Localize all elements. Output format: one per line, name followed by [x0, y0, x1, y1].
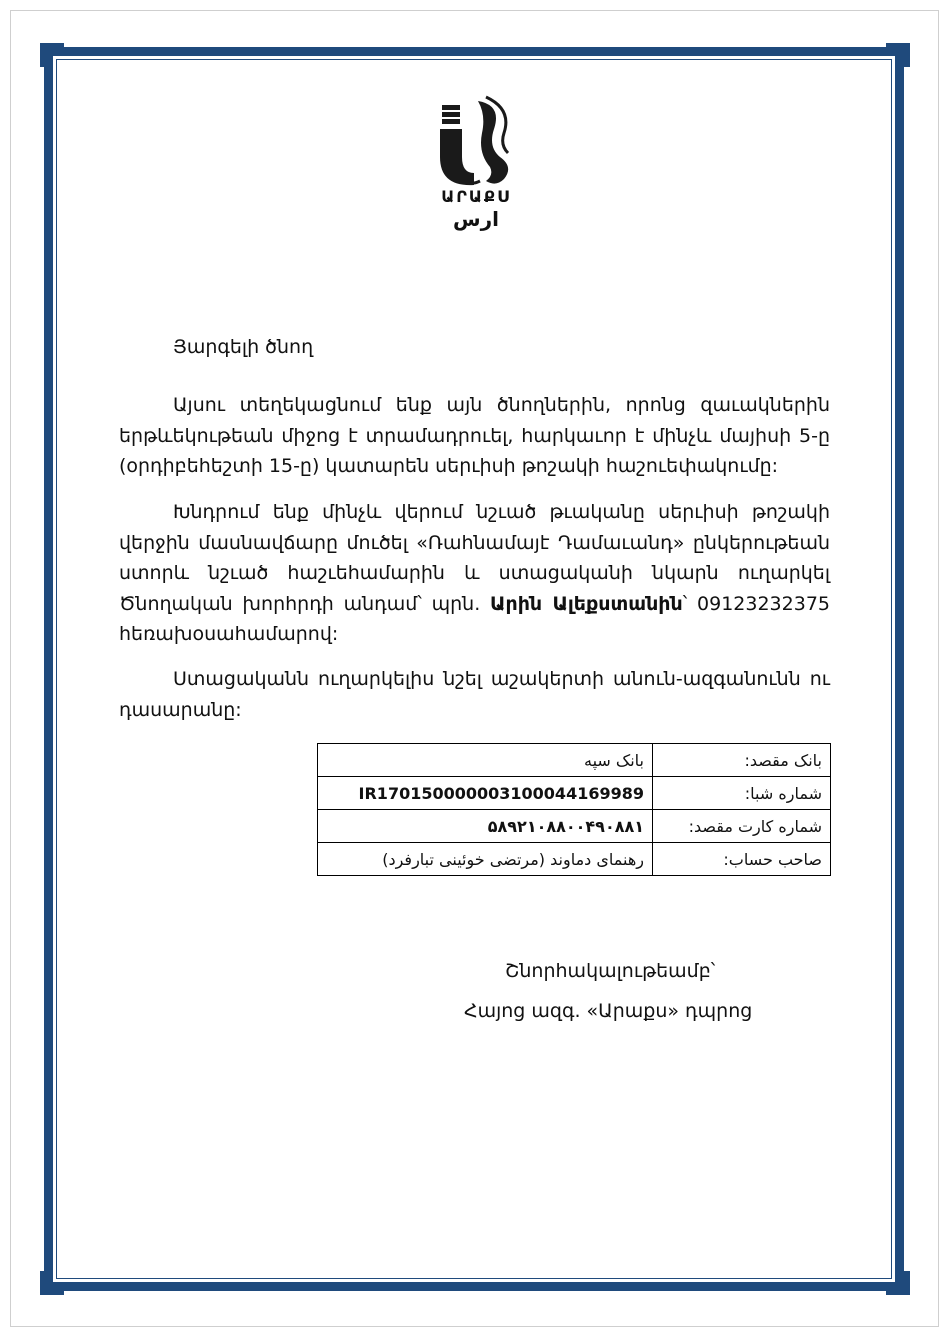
paragraph-1: Այսու տեղեկացնում ենք այն ծնողներին, որոնց զաւակներին երթևեկութեան միջոց է տրամադրուել, հարկաւոր է մինչև մայիսի 5-ը (օրդիբեհեշտի 15-ը) կատարեն սերւիսի թոշակի հաշուեփակումը:	[119, 394, 830, 477]
closing-thanks: Շնորհակալութեամբ՝	[505, 960, 716, 982]
frame-corner-top-right	[886, 43, 910, 67]
table-key: صاحب حساب:	[653, 843, 831, 876]
paragraph-2-phone: ՝ 09123232375 հեռախօսահամարով:	[119, 592, 831, 645]
table-key: شماره کارت مقصد:	[653, 810, 831, 843]
table-row	[318, 810, 831, 843]
frame-corner-top-left	[40, 43, 64, 67]
paragraph-3: Ստացականն ուղարկելիս նշել աշակերտի անուն-ազգանունն ու դասարանը:	[119, 668, 830, 721]
table-value-sheba: IR170150000003100044169989	[318, 777, 653, 810]
frame-corner-bottom-right	[886, 1271, 910, 1295]
contact-name: Արին Ալեքստանին	[490, 592, 683, 615]
table-row	[318, 777, 831, 810]
bank-details-table	[317, 743, 831, 876]
logo-caption-armenian: ԱՐԱՔՍ	[441, 187, 511, 206]
table-value-card: ۵۸۹۲۱۰۸۸۰۰۴۹۰۸۸۱	[318, 810, 653, 843]
frame-corner-bottom-left	[40, 1271, 64, 1295]
araks-logo	[428, 95, 524, 235]
table-key: بانک مقصد:	[653, 744, 831, 777]
paragraph-2-text: Խնդրում ենք մինչև վերում նշւած թւականը սերւիսի թոշակի վերջին մասնավճարը մուծել «Ռահնամայէ Դամաւանդ» ընկերութեան ստորև նշւած հաշւեհամարին և ստացականի նկարն ուղարկել Ծնողական խորհրդի անդամ՝ պրն.	[119, 501, 830, 615]
greeting: Յարգելի ծնող	[173, 336, 314, 358]
table-value: بانک سپه	[318, 744, 653, 777]
table-key: شماره شبا:	[653, 777, 831, 810]
signature: Հայոց ազգ. «Արաքս» դպրոց	[464, 1000, 753, 1022]
table-row	[318, 843, 831, 876]
table-value: رهنمای دماوند (مرتضی خوئینی تبارفرد)	[318, 843, 653, 876]
table-row	[318, 744, 831, 777]
paragraph-2	[119, 497, 830, 650]
logo-caption-persian: ارس	[453, 207, 499, 231]
